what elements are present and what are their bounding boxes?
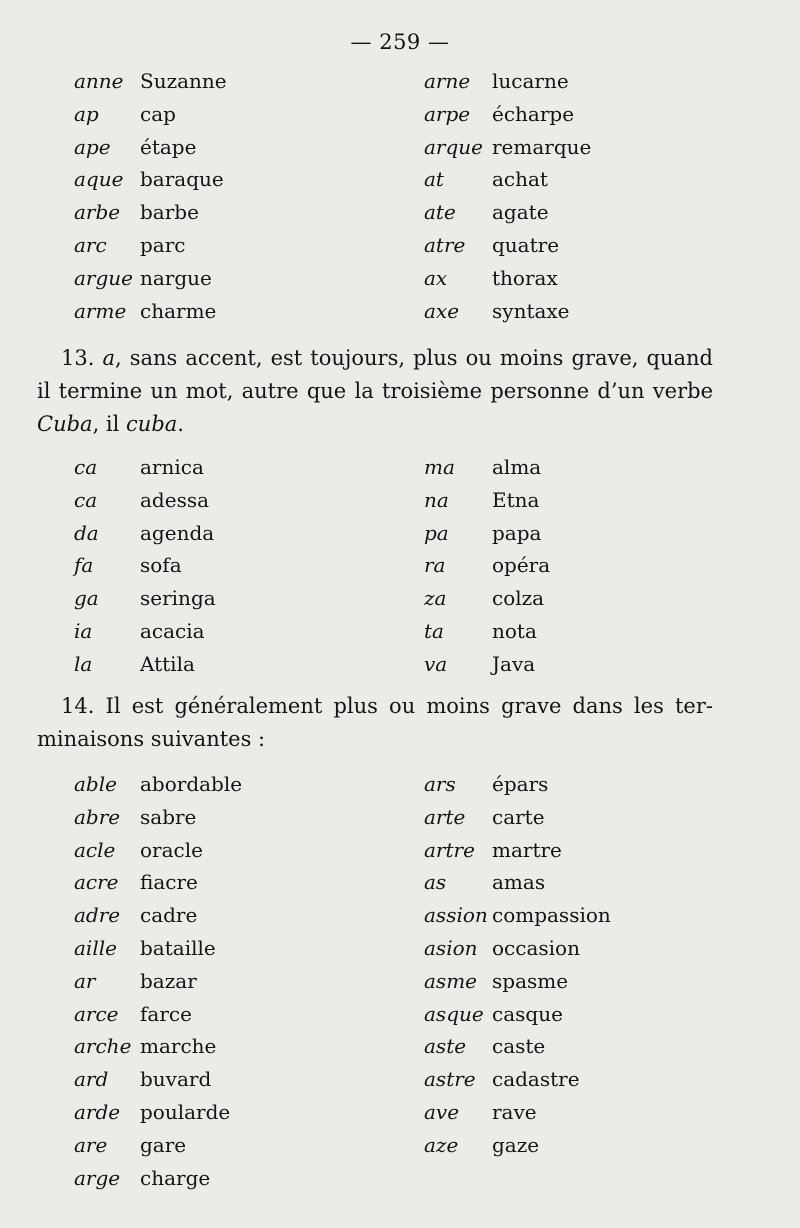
ending: ta [424,618,444,643]
ending: va [424,651,448,676]
ending: ra [424,553,446,578]
example-word: nota [492,618,537,643]
example-word: épars [492,772,549,796]
example-word: gare [140,1132,187,1157]
ending: asion [424,935,478,960]
example-word: oracle [140,837,203,862]
example-word: quatre [492,232,560,257]
ending: ca [74,487,98,512]
example-word: rave [492,1099,537,1124]
ending: ape [74,134,111,159]
example-word: bazar [140,968,197,993]
ending: acre [74,870,119,895]
ending: ax [424,265,448,290]
example-word: agenda [140,520,215,545]
list-row [0,1162,800,1195]
ending: arbe [74,200,121,225]
paragraph-14 [37,690,713,756]
list-row [0,262,800,295]
ending: astre [424,1067,476,1092]
ending: na [424,487,449,512]
ending: aste [424,1034,467,1059]
letter-a: a [102,346,115,370]
example-word: charme [140,298,217,323]
list-row [0,196,800,229]
ending: arce [74,1001,119,1026]
paragraph-text: , sans accent, est toujours, plus ou moins grave, quand [115,346,713,370]
example-word: poularde [140,1099,231,1124]
example-word: papa [492,520,542,545]
paragraph-13 [37,342,713,441]
list-row [0,768,800,801]
list-row [0,834,800,867]
paragraph-text: . [177,412,184,436]
ending: adre [74,903,121,928]
ending: at [424,167,444,192]
example-word: sabre [140,804,197,829]
ending: ard [74,1067,109,1092]
example-word: alma [492,455,542,479]
example-word: adessa [140,487,210,512]
ending: arte [424,804,466,829]
list-row [0,1063,800,1096]
ending: anne [74,69,124,93]
ending: arne [424,69,471,93]
example-word: gaze [492,1132,540,1157]
example-word: amas [492,870,546,895]
example-word: bataille [140,935,216,960]
list-row [0,295,800,328]
example-word: marche [140,1034,217,1059]
list-row [0,1096,800,1129]
ending: da [74,520,99,545]
list-row [0,965,800,998]
ending: la [74,651,93,676]
ending: acle [74,837,116,862]
example-word: Attila [140,651,195,676]
ending: arche [74,1034,132,1059]
ending: assion [424,903,488,928]
page-number: — 259 — [350,30,450,54]
list-row [0,648,800,681]
example-word: buvard [140,1067,212,1092]
example-verb: cuba [126,412,178,436]
list-row [0,98,800,131]
ending: ave [424,1099,460,1124]
example-word: casque [492,1001,563,1026]
ending: za [424,586,447,611]
example-word: opéra [492,553,551,578]
example-word: cadre [140,903,198,928]
example-word: abordable [140,772,243,796]
list-row [0,1030,800,1063]
list-row [0,866,800,899]
example-word: barbe [140,200,199,225]
example-word: acacia [140,618,205,643]
paragraph-number: 13. [61,346,95,370]
example-word: nargue [140,265,212,290]
example-word: arnica [140,455,204,479]
ending: arge [74,1165,121,1190]
ending: abre [74,804,121,829]
ending: are [74,1132,108,1157]
word-list-2 [0,451,800,681]
ending: pa [424,520,449,545]
example-word: achat [492,167,548,192]
example-word: thorax [492,265,558,290]
ending: atre [424,232,466,257]
example-word: compassion [492,903,611,928]
example-word: étape [140,134,197,159]
example-word: martre [492,837,562,862]
list-row [0,484,800,517]
example-word: seringa [140,586,216,611]
ending: ate [424,200,456,225]
ending: arc [74,232,107,257]
ending: arme [74,298,127,323]
ending: fa [74,553,94,578]
example-word: syntaxe [492,298,570,323]
list-row [0,65,800,98]
ending: ia [74,618,93,643]
paragraph-text: , il [92,412,127,436]
list-row [0,451,800,484]
example-word: caste [492,1034,546,1059]
paragraph-line: il termine un mot, autre que la troisième personne d’un verbe [37,379,713,403]
paragraph-line [37,342,713,375]
example-word: charge [140,1165,211,1190]
list-row [0,1129,800,1162]
example-word: fiacre [140,870,198,895]
example-word: parc [140,232,186,257]
example-word: cap [140,101,176,126]
list-row [0,582,800,615]
example-word: carte [492,804,545,829]
ending: artre [424,837,475,862]
example-word: lucarne [492,69,569,93]
ending: ars [424,772,456,796]
ending: asque [424,1001,484,1026]
example-word: Java [492,651,536,676]
example-word: colza [492,586,545,611]
list-row [0,131,800,164]
list-row [0,517,800,550]
ending: ar [74,968,96,993]
list-row [0,801,800,834]
example-word: sofa [140,553,182,578]
ending: arde [74,1099,121,1124]
example-word: baraque [140,167,224,192]
paragraph-line: minaisons suivantes : [37,727,266,751]
ending: ga [74,586,99,611]
ending: aque [74,167,124,192]
list-row [0,549,800,582]
ending: ma [424,455,455,479]
list-row [0,615,800,648]
list-row [0,899,800,932]
ending: aille [74,935,117,960]
word-list-1 [0,65,800,327]
ending: asme [424,968,477,993]
paragraph-line [37,408,713,441]
example-word: farce [140,1001,192,1026]
ending: argue [74,265,134,290]
example-word: spasme [492,968,569,993]
example-word: remarque [492,134,592,159]
list-row [0,932,800,965]
list-row [0,163,800,196]
ending: arpe [424,101,471,126]
paragraph-line: 14. Il est généralement plus ou moins grave dans les ter- [61,694,713,718]
list-row [0,229,800,262]
ending: able [74,772,117,796]
word-list-3 [0,768,800,1194]
example-word: cadastre [492,1067,580,1092]
example-verb: Cuba [37,412,93,436]
example-word: Etna [492,487,540,512]
ending: ap [74,101,99,126]
example-word: Suzanne [140,69,227,93]
list-row [0,998,800,1031]
example-word: agate [492,200,549,225]
ending: as [424,870,447,895]
example-word: écharpe [492,101,575,126]
ending: arque [424,134,484,159]
example-word: occasion [492,935,580,960]
ending: axe [424,298,460,323]
ending: ca [74,455,98,479]
ending: aze [424,1132,459,1157]
